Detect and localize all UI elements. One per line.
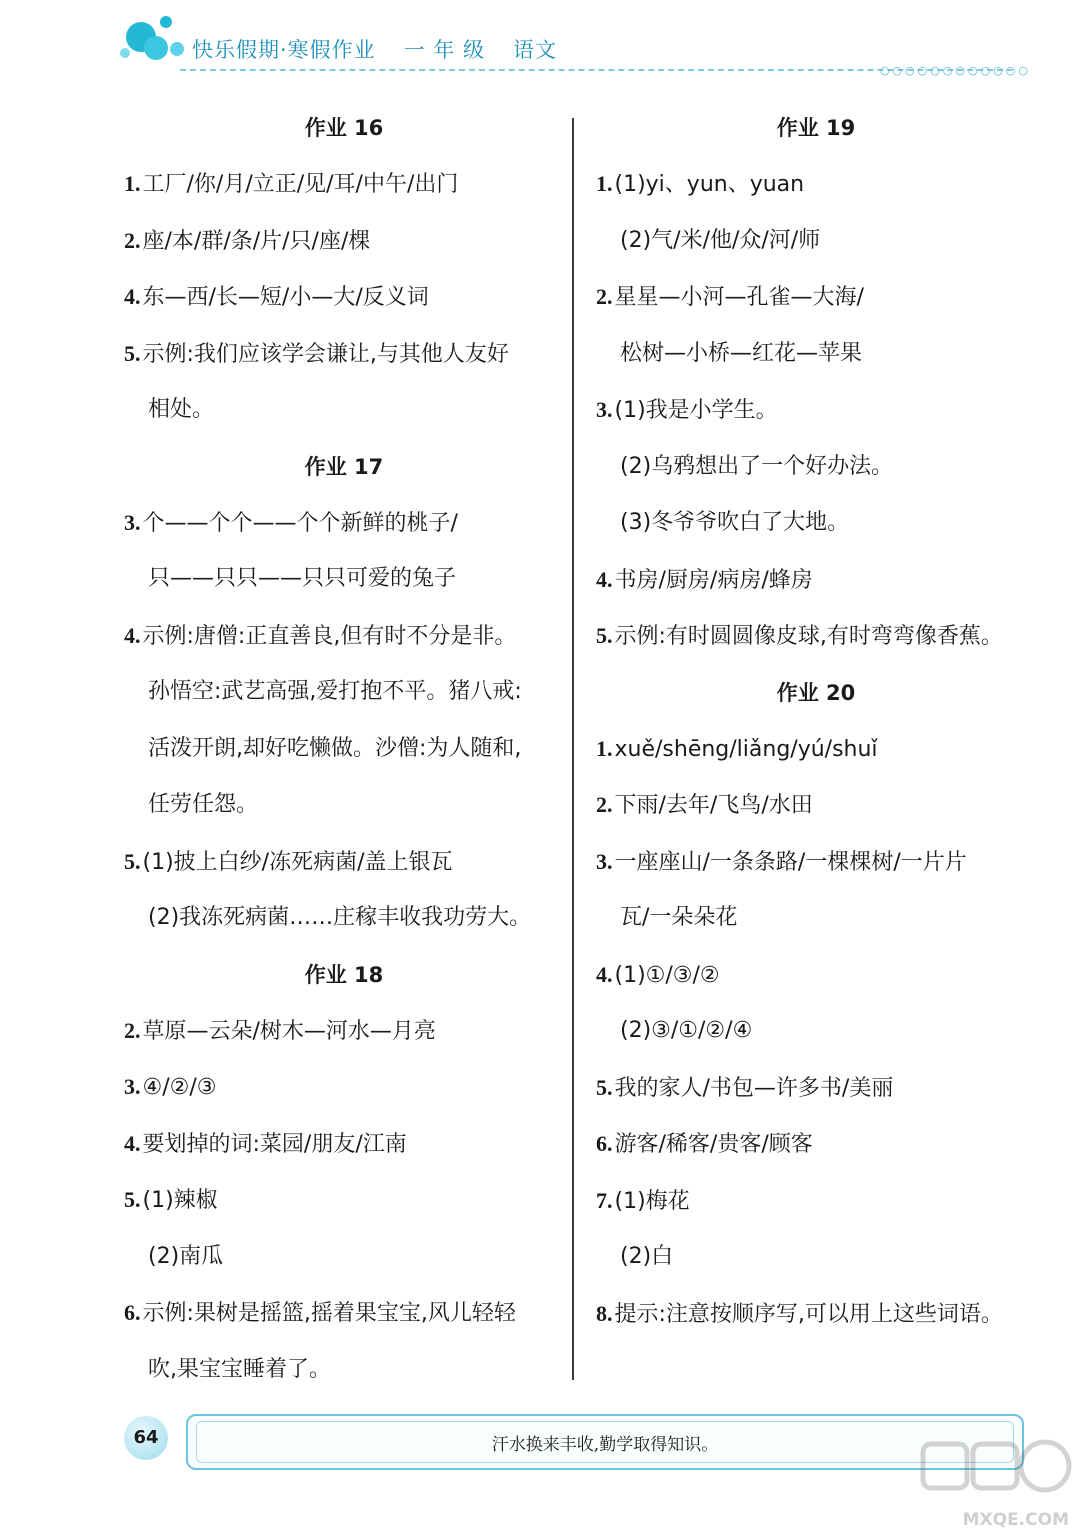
header-title <box>192 34 557 64</box>
left-column <box>124 100 564 1398</box>
watermark-stamp-icon <box>915 1436 1075 1506</box>
answer-line-continued: (2)南瓜 <box>148 1243 224 1269</box>
page-number: 64 <box>124 1416 168 1460</box>
right-column <box>596 100 1036 1342</box>
motto-text: 汗水换来丰收,勤学取得知识。 <box>491 1435 719 1455</box>
page-footer <box>0 1400 1083 1536</box>
answer-line-continued: 任劳任怨。 <box>148 792 259 817</box>
answer-line: 3.一座座山/一条条路/一棵棵树/一片片 <box>596 848 967 875</box>
answer-line: 4.东—西/长—短/小—大/反义词 <box>124 284 429 310</box>
answer-line: 3.(1)我是小学生。 <box>596 397 778 423</box>
answer-line: 5.(1)披上白纱/冻死病菌/盖上银瓦 <box>124 848 453 875</box>
answer-line: 5.示例:我们应该学会谦让,与其他人友好 <box>124 340 509 367</box>
answer-line: 8.提示:注意按顺序写,可以用上这些词语。 <box>596 1300 1003 1327</box>
answer-line: 2.草原—云朵/树木—河水—月亮 <box>124 1017 436 1044</box>
answer-line: 7.(1)梅花 <box>596 1187 690 1214</box>
answer-line: 3.个——个个——个个新鲜的桃子/ <box>124 509 458 536</box>
answer-line-continued: (2)气/米/他/众/河/师 <box>620 227 821 253</box>
answer-line: 4.书房/厨房/病房/蜂房 <box>596 566 813 593</box>
answer-line: 5.示例:有时圆圆像皮球,有时弯弯像香蕉。 <box>596 623 1003 649</box>
answer-line-continued: 相处。 <box>148 397 215 422</box>
header-subject: 语文 <box>513 38 558 62</box>
section-title-20: 作业 20 <box>776 680 856 705</box>
answer-line-continued: 只——只只——只只可爱的兔子 <box>148 566 457 591</box>
answer-line-continued: (2)白 <box>620 1244 674 1269</box>
answer-line: 4.(1)①/③/② <box>596 961 720 988</box>
answer-line: 2.星星—小河—孔雀—大海/ <box>596 284 864 310</box>
answer-line: 4.示例:唐僧:正直善良,但有时不分是非。 <box>124 622 517 649</box>
answer-line-continued: (3)冬爷爷吹白了大地。 <box>620 510 850 535</box>
answer-line-continued: (2)③/①/②/④ <box>620 1018 753 1043</box>
answer-line: 6.游客/稀客/贵客/顾客 <box>596 1131 813 1157</box>
watermark-logo <box>915 1436 1075 1532</box>
answer-line: 1.(1)yi、yun、yuan <box>596 171 805 197</box>
column-divider <box>572 118 574 1380</box>
answer-line: 2.下雨/去年/飞鸟/水田 <box>596 792 813 818</box>
answer-line-continued: (2)乌鸦想出了一个好办法。 <box>620 453 894 479</box>
answer-line-continued: 活泼开朗,却好吃懒做。沙僧:为人随和, <box>148 735 522 761</box>
watermark-text: MXQE.COM <box>962 1510 1069 1530</box>
header-dots-decoration: ○○○○○○○○○○○○ <box>879 64 1031 77</box>
answer-line-continued: 吹,果宝宝睡着了。 <box>148 1356 331 1382</box>
section-title-17: 作业 17 <box>304 454 384 479</box>
answer-line-continued: 松树—小桥—红花—苹果 <box>620 340 863 366</box>
header-series: 快乐假期·寒假作业 <box>192 38 376 62</box>
answer-line: 1.xuě/shēng/liǎng/yú/shuǐ <box>596 735 878 762</box>
answer-line-continued: (2)我冻死病菌……庄稼丰收我功劳大。 <box>148 905 532 930</box>
section-title-18: 作业 18 <box>304 962 384 987</box>
answer-line: 3.④/②/③ <box>124 1074 217 1100</box>
answer-line: 4.要划掉的词:菜园/朋友/江南 <box>124 1130 407 1157</box>
answer-line: 2.座/本/群/条/片/只/座/棵 <box>124 227 371 254</box>
answer-line: 6.示例:果树是摇篮,摇着果宝宝,风儿轻轻 <box>124 1300 516 1326</box>
page-header <box>0 0 1083 80</box>
section-title-16: 作业 16 <box>304 116 384 140</box>
motto-scroll-banner <box>186 1414 1024 1470</box>
answer-line-continued: 瓦/一朵朵花 <box>620 905 738 930</box>
bubbles-logo-icon <box>120 12 190 66</box>
answer-line-continued: 孙悟空:武艺高强,爱打抱不平。猪八戒: <box>148 679 522 704</box>
header-grade: 一 年 级 <box>403 38 486 62</box>
answer-line: 5.(1)辣椒 <box>124 1187 218 1213</box>
section-title-19: 作业 19 <box>776 116 856 140</box>
answer-line: 1.工厂/你/月/立正/见/耳/中午/出门 <box>124 171 459 197</box>
answer-line: 5.我的家人/书包—许多书/美丽 <box>596 1074 894 1101</box>
